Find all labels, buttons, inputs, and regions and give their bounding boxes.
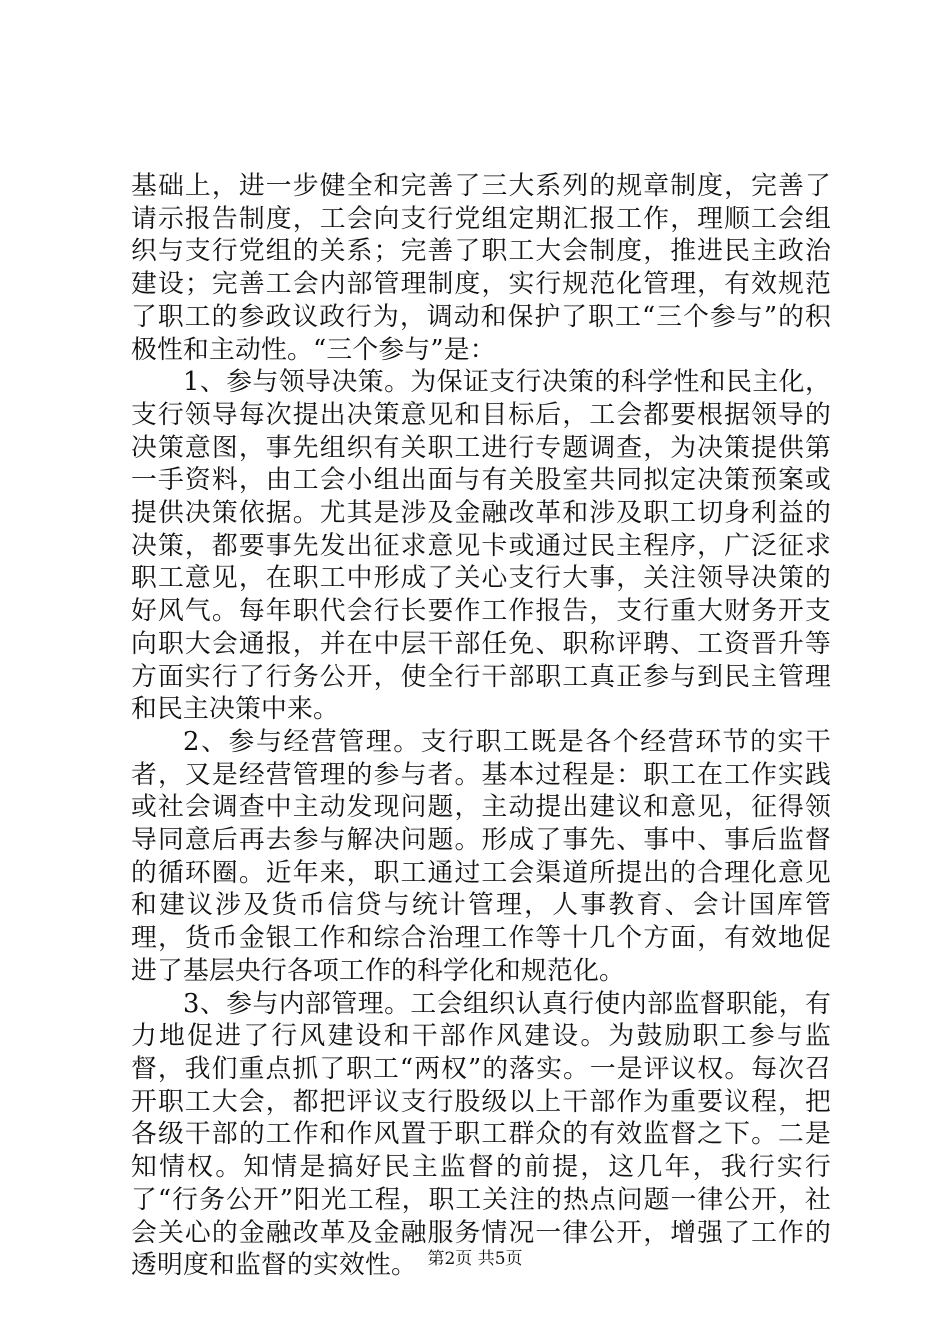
page-footer bbox=[0, 1244, 950, 1269]
paragraph-internal-management: 3、参与内部管理。工会组织认真行使内部监督职能，有力地促进了行风建设和干部作风建设。为鼓励职工参与监督，我们重点抓了职工“两权”的落实。一是评议权。每次召开职工大会，都把评议支行股级以上干部作为重要议程，把各级干部的工作和作风置于职工群众的有效监督之下。二是知情权。知情是搞好民主监督的前提，这几年，我行实行了“行务公开”阳光工程，职工关注的热点问题一律公开，社会关心的金融改革及金融服务情况一律公开，增强了工作的透明度和监督的实效性。 bbox=[131, 988, 831, 1281]
document-body bbox=[131, 170, 831, 1282]
paragraph-intro-continuation: 基础上，进一步健全和完善了三大系列的规章制度，完善了请示报告制度，工会向支行党组定期汇报工作，理顺工会组织与支行党组的关系；完善了职工大会制度，推进民主政治建设；完善工会内部管理制度，实行规范化管理，有效规范了职工的参政议政行为，调动和保护了职工“三个参与”的积极性和主动性。“三个参与”是： bbox=[131, 171, 831, 365]
paragraph-leadership-decision: 1、参与领导决策。为保证支行决策的科学性和民主化，支行领导每次提出决策意见和目标后，工会都要根据领导的决策意图，事先组织有关职工进行专题调查，为决策提供第一手资料，由工会小组出面与有关股室共同拟定决策预案或提供决策依据。尤其是涉及金融改革和涉及职工切身利益的决策，都要事先发出征求意见卡或通过民主程序，广泛征求职工意见，在职工中形成了关心支行大事，关注领导决策的好风气。每年职代会行长要作工作报告，支行重大财务开支向职大会通报，并在中层干部任免、职称评聘、工资晋升等方面实行了行务公开，使全行干部职工真正参与到民主管理和民主决策中来。 bbox=[131, 367, 831, 725]
paragraph-business-management: 2、参与经营管理。支行职工既是各个经营环节的实干者，又是经营管理的参与者。基本过程是：职工在工作实践或社会调查中主动发现问题，主动提出建议和意见，征得领导同意后再去参与解决问题。形成了事先、事中、事后监督的循环圈。近年来，职工通过工会渠道所提出的合理化意见和建议涉及货币信贷与统计管理，人事教育、会计国库管理，货币金银工作和综合治理工作等十几个方面，有效地促进了基层央行各项工作的科学化和规范化。 bbox=[131, 726, 831, 986]
page-number-indicator: 第2页 共5页 bbox=[427, 1249, 523, 1269]
